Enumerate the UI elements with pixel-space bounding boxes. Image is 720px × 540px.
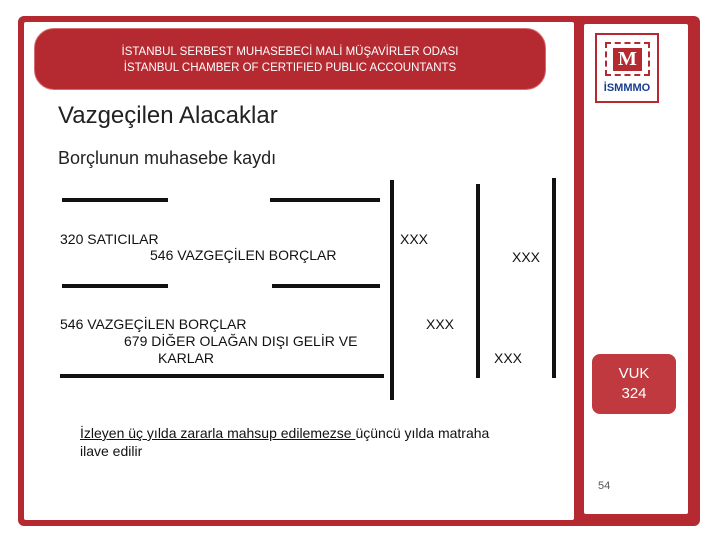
entry-2-credit-account-line1: 679 DİĞER OLAĞAN DIŞI GELİR VE [124,333,358,349]
slide-subtitle: Borçlunun muhasebe kaydı [58,148,277,168]
entry-bottom-line [60,374,384,378]
entry-2-credit-amount: XXX [494,350,523,366]
entry-2-debit-account: 546 VAZGEÇİLEN BORÇLAR [60,316,247,332]
entry-1-credit-account: 546 VAZGEÇİLEN BORÇLAR [150,247,337,263]
note-text [80,424,510,460]
page-number: 54 [598,480,611,492]
slide-title: Vazgeçilen Alacaklar [58,102,278,129]
note-underlined: İzleyen üç yılda zararla mahsup edilemezse [80,425,356,441]
ledger-column-divider-3 [552,178,556,378]
entry-middle-line-left [62,284,168,288]
header-line-2: İSTANBUL CHAMBER OF CERTIFIED PUBLIC ACCOUNTANTS [123,62,457,74]
header-line-1: İSTANBUL SERBEST MUHASEBECİ MALİ MÜŞAVİRLER ODASI [121,46,459,58]
note-rest: üçüncü yılda matraha ilave edilir [80,425,490,459]
ledger-column-divider-1 [390,180,394,400]
entry-1-debit-account: 320 SATICILAR [60,231,159,247]
vuk-label: VUK [618,365,650,382]
ismmmo-logo [595,33,659,103]
header-banner [34,28,546,90]
entry-2-credit-account-line2: KARLAR [158,350,215,366]
logo-text: İSMMMO [603,82,651,94]
entry-middle-line-right [272,284,380,288]
entry-top-line-left [62,198,168,202]
entry-top-line-right [270,198,380,202]
ledger-column-divider-2 [476,184,480,378]
entry-1-debit-amount: XXX [400,231,429,247]
entry-2-debit-amount: XXX [426,316,455,332]
entry-1-credit-amount: XXX [512,249,541,265]
vuk-badge [592,354,676,414]
vuk-article: 324 [621,385,647,402]
logo-mark: M [613,48,642,71]
logo-emblem [605,42,650,76]
